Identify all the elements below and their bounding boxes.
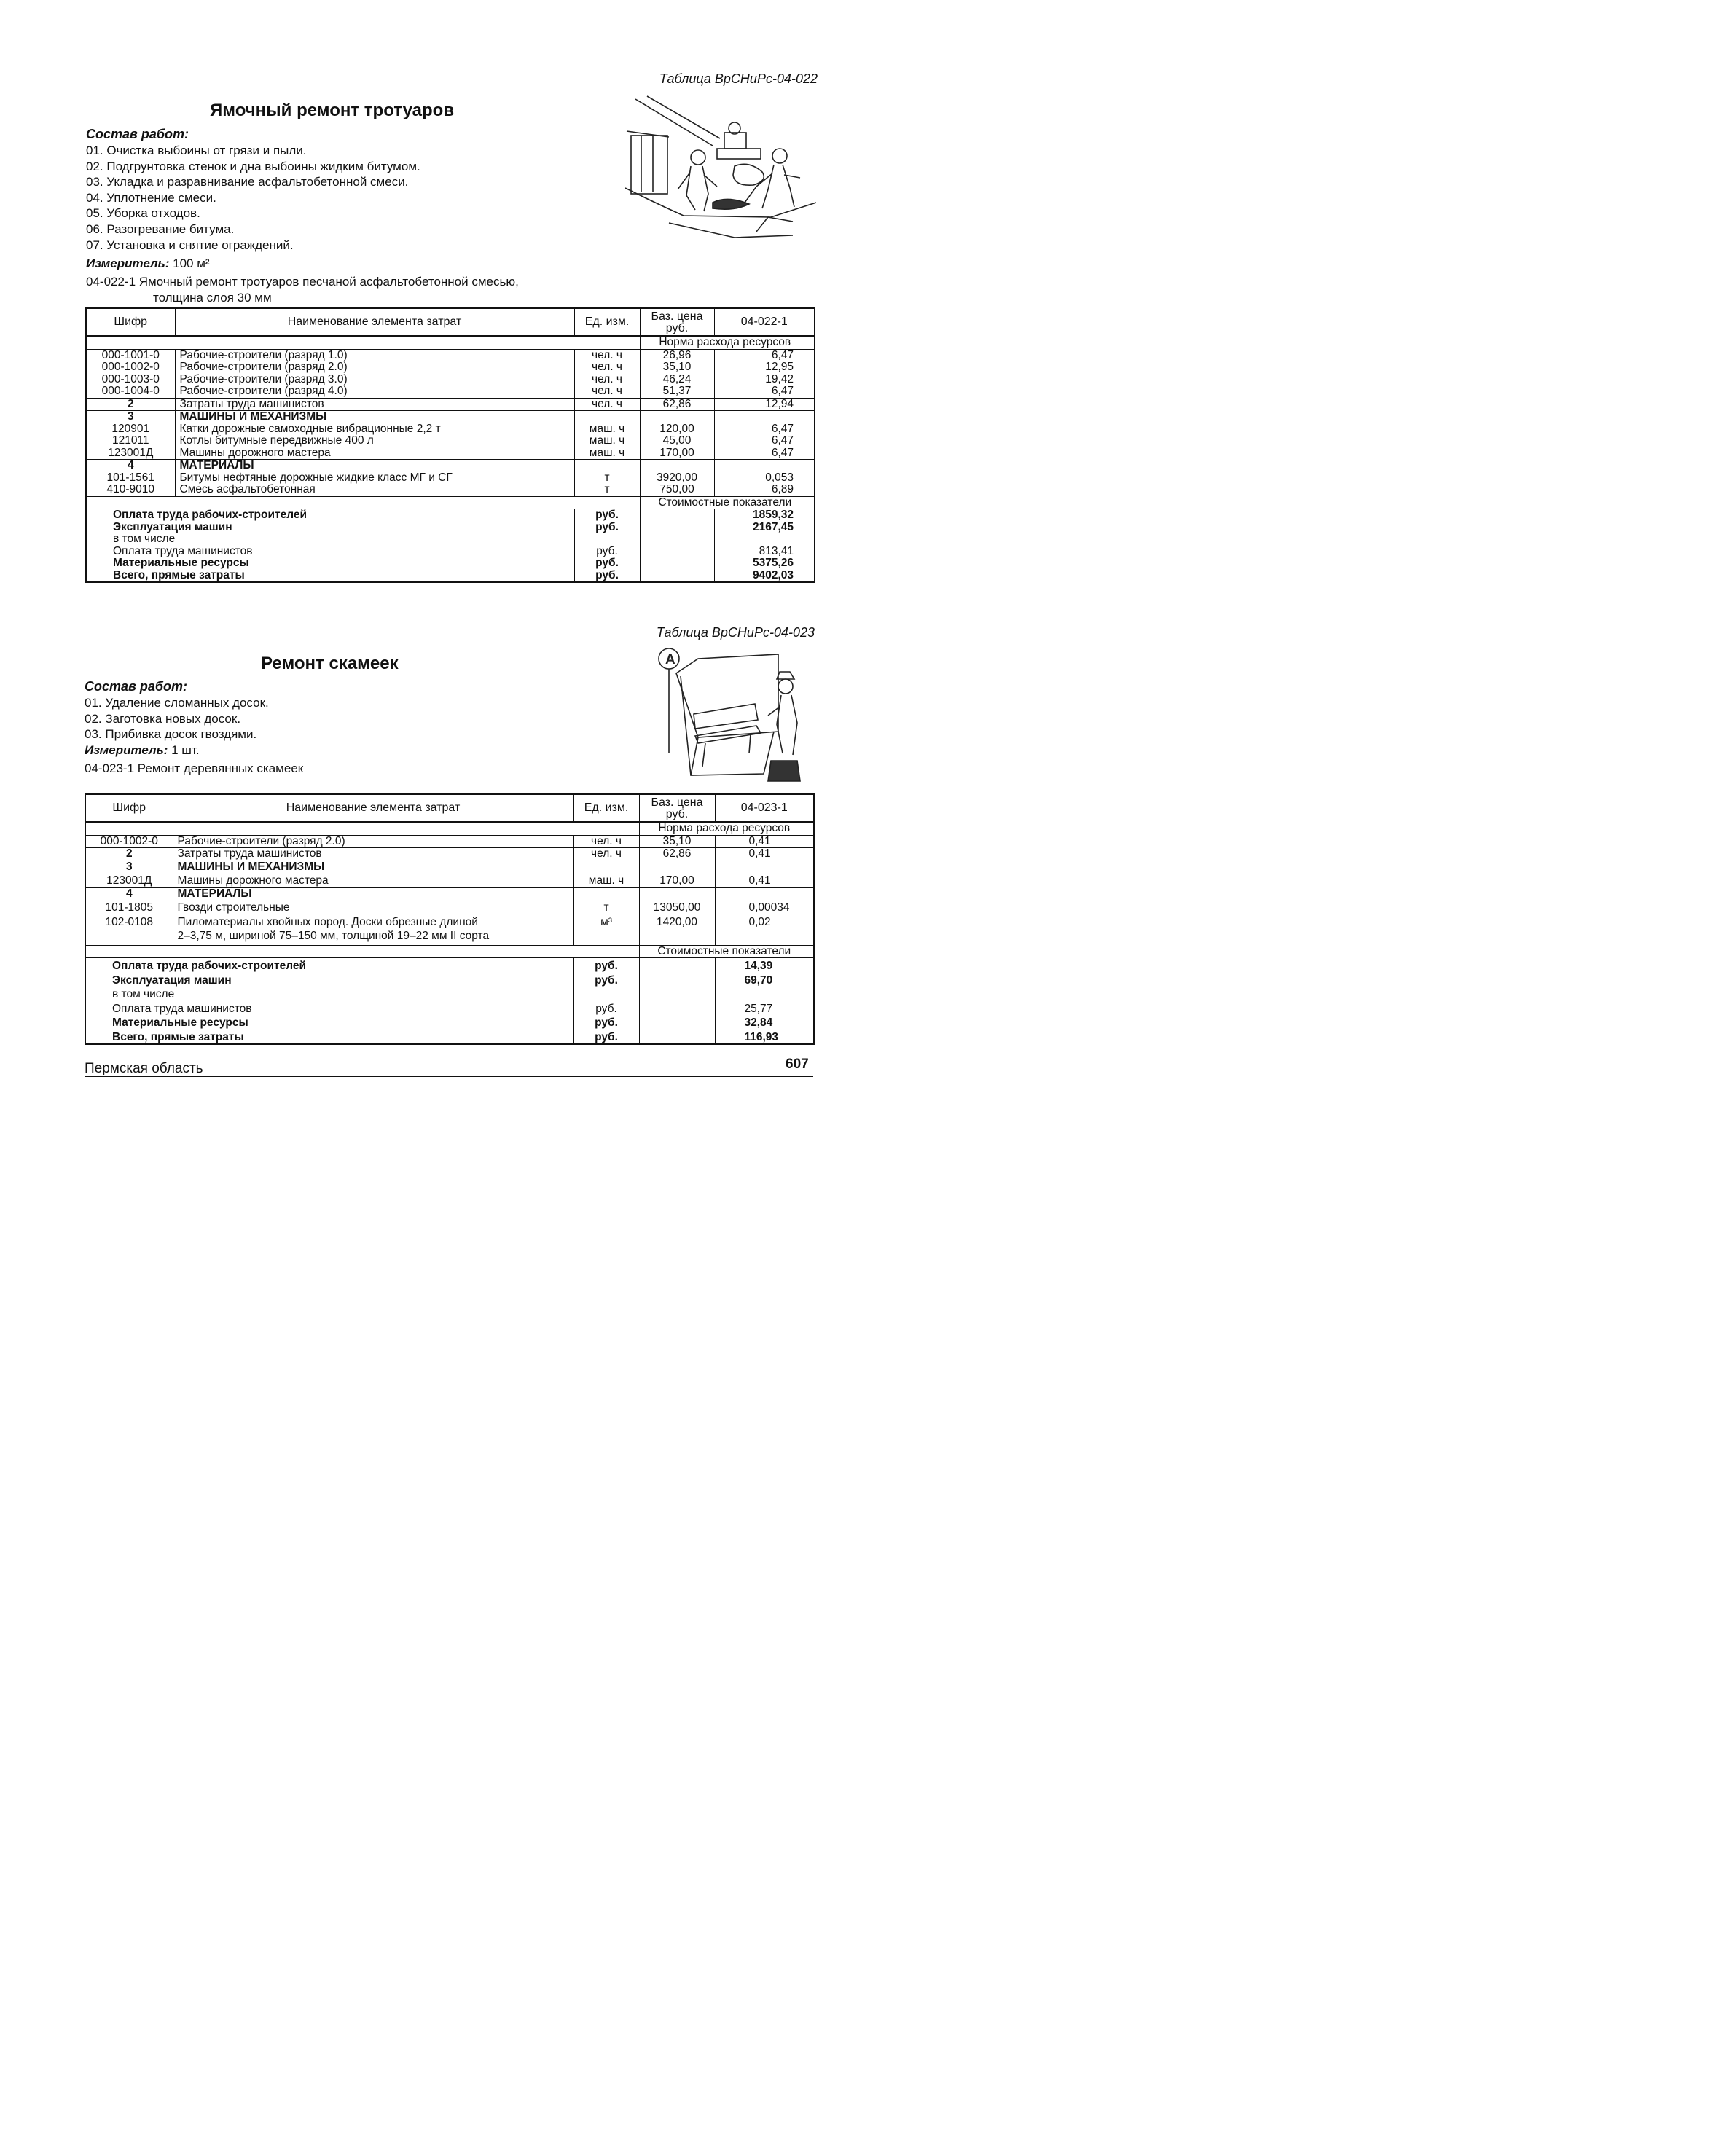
cell-price: 62,86 <box>639 848 715 861</box>
cell-value: 6,89 <box>714 484 815 496</box>
cell-value: 0,053 <box>765 471 794 484</box>
col-code: 04-022-1 <box>714 308 815 336</box>
works-list <box>85 695 269 742</box>
work-item: 02. Заготовка новых досок. <box>85 711 241 726</box>
cell-price: 170,00 <box>640 447 714 460</box>
cell-unit: т <box>573 900 639 914</box>
footer-region: Пермская область <box>85 1061 203 1076</box>
cell-shifr: 4 <box>85 887 173 900</box>
cost-row <box>85 1015 814 1030</box>
table-header <box>86 308 815 336</box>
cell-price: 46,24 <box>640 374 714 386</box>
cell-price: 45,00 <box>640 435 714 447</box>
cell-value: 6,47 <box>714 385 815 398</box>
cell-value: 12,95 <box>765 361 794 373</box>
cost-label: Эксплуатация машин <box>85 973 573 987</box>
section-title: Ремонт скамеек <box>261 654 399 673</box>
cell-name: Гвозди строительные <box>173 900 573 914</box>
works-label: Состав работ: <box>85 679 188 694</box>
cost-row <box>86 533 815 546</box>
cost-label: Оплата труда рабочих-строителей <box>85 958 573 973</box>
table-row <box>85 835 814 848</box>
cell-unit: м³ <box>573 914 639 929</box>
cell-shifr: 3 <box>85 861 173 873</box>
road-repair-illustration <box>625 93 816 243</box>
illustration-letter: A <box>665 652 675 667</box>
cost-unit: руб. <box>574 570 640 583</box>
bench-repair-illustration <box>654 644 816 790</box>
table-row <box>86 361 815 374</box>
work-item: 07. Установка и снятие ограждений. <box>86 238 294 252</box>
table-row <box>85 900 814 914</box>
cost-value: 25,77 <box>744 1002 773 1015</box>
table-ref: Таблица ВрСНиРс-04-023 <box>656 625 815 640</box>
col-price-line2: руб. <box>665 322 689 334</box>
cell-name: МАШИНЫ И МЕХАНИЗМЫ <box>173 861 573 873</box>
cell-shifr: 120901 <box>86 423 175 436</box>
code-line: 04-022-1 Ямочный ремонт тротуаров песчаной асфальтобетонной смесью, <box>86 275 519 289</box>
cell-unit: чел. ч <box>574 398 640 411</box>
cell-name: Битумы нефтяные дорожные жидкие класс МГ и СГ <box>175 472 574 485</box>
table-row <box>85 914 814 929</box>
table-row <box>85 873 814 887</box>
cell-shifr: 000-1004-0 <box>86 385 175 398</box>
cost-row <box>85 1001 814 1016</box>
table-row <box>86 398 815 411</box>
table-row <box>86 423 815 436</box>
cell-shifr: 123001Д <box>86 447 175 460</box>
cost-unit: руб. <box>574 522 640 534</box>
cell-name: Катки дорожные самоходные вибрационные 2,2 т <box>175 423 574 436</box>
resource-table <box>85 307 815 583</box>
work-item: 03. Прибивка досок гвоздями. <box>85 727 257 742</box>
stoim-row <box>85 945 814 958</box>
cell-name: МАТЕРИАЛЫ <box>173 887 573 900</box>
cost-value: 32,84 <box>744 1016 773 1029</box>
table-row <box>85 887 814 900</box>
cell-unit: чел. ч <box>574 374 640 386</box>
norma-row <box>85 822 814 835</box>
cell-shifr: 121011 <box>86 435 175 447</box>
cost-unit: руб. <box>573 1015 639 1030</box>
col-price <box>640 308 714 336</box>
col-name: Наименование элемента затрат <box>175 308 574 336</box>
cost-label: Материальные ресурсы <box>86 557 574 570</box>
cost-value: 5375,26 <box>752 557 794 569</box>
cell-shifr: 000-1002-0 <box>85 835 173 848</box>
cell-name: Рабочие-строители (разряд 2.0) <box>175 361 574 374</box>
cell-shifr: 4 <box>86 460 175 472</box>
cell-name: Рабочие-строители (разряд 3.0) <box>175 374 574 386</box>
col-code: 04-023-1 <box>715 794 814 822</box>
works-label: Состав работ: <box>86 127 189 141</box>
cost-value: 2167,45 <box>752 520 794 533</box>
table-header <box>85 794 814 822</box>
col-shifr: Шифр <box>85 794 173 822</box>
table-row <box>86 385 815 398</box>
cell-name: Машины дорожного мастера <box>175 447 574 460</box>
cell-price: 1420,00 <box>639 914 715 929</box>
cost-row <box>85 1030 814 1045</box>
cell-unit: т <box>574 472 640 485</box>
cell-value: 6,47 <box>771 422 794 435</box>
cell-price: 3920,00 <box>640 472 714 485</box>
cost-unit: руб. <box>573 1030 639 1045</box>
cell-price: 51,37 <box>640 385 714 398</box>
cell-value: 6,47 <box>771 348 794 361</box>
work-item: 04. Уплотнение смеси. <box>86 190 216 205</box>
table-row <box>86 349 815 361</box>
cost-unit: руб. <box>573 1001 639 1016</box>
cell-value: 0,41 <box>715 873 814 887</box>
cell-name: Смесь асфальтобетонная <box>175 484 574 496</box>
cost-label: Оплата труда машинистов <box>86 546 574 558</box>
work-item: 03. Укладка и разравнивание асфальтобетонной смеси. <box>86 175 409 189</box>
cell-name: Рабочие-строители (разряд 2.0) <box>173 835 573 848</box>
meter-value: 100 м² <box>173 256 210 270</box>
cost-row <box>86 557 815 570</box>
cell-shifr: 410-9010 <box>86 484 175 496</box>
cell-unit: маш. ч <box>573 873 639 887</box>
meter-line <box>85 743 200 758</box>
cell-shifr <box>85 928 173 945</box>
cell-price: 35,10 <box>639 835 715 848</box>
cell-shifr: 000-1002-0 <box>86 361 175 374</box>
cell-value: 19,42 <box>765 372 794 385</box>
work-item: 01. Очистка выбоины от грязи и пыли. <box>86 144 307 157</box>
table-row <box>86 435 815 447</box>
cell-unit: чел. ч <box>574 385 640 398</box>
meter-line <box>86 256 210 271</box>
col-price-line2: руб. <box>665 808 689 820</box>
cost-label: Оплата труда машинистов <box>85 1001 573 1016</box>
cell-unit: маш. ч <box>574 435 640 447</box>
cell-shifr: 3 <box>86 411 175 423</box>
cost-value: 9402,03 <box>752 568 794 581</box>
table-row <box>86 460 815 472</box>
cell-value: 0,41 <box>715 848 814 861</box>
cost-value: 1859,32 <box>752 509 794 521</box>
cell-value: 0,00034 <box>748 901 790 914</box>
col-name: Наименование элемента затрат <box>173 794 573 822</box>
cell-unit: чел. ч <box>573 835 639 848</box>
table-row <box>85 861 814 873</box>
cost-label: Материальные ресурсы <box>85 1015 573 1030</box>
works-list <box>86 143 420 253</box>
cost-unit: руб. <box>574 557 640 570</box>
cell-value: 6,47 <box>714 447 815 460</box>
cost-row <box>85 958 814 973</box>
meter-value: 1 шт. <box>171 743 200 757</box>
table-row <box>86 484 815 496</box>
table-row <box>86 374 815 386</box>
resource-table <box>85 793 815 1045</box>
cost-row <box>86 570 815 583</box>
col-price-line1: Баз. цена <box>651 796 703 809</box>
code-line: 04-023-1 Ремонт деревянных скамеек <box>85 761 304 775</box>
cell-unit: маш. ч <box>574 447 640 460</box>
cost-row <box>85 973 814 987</box>
norma-label: Норма расхода ресурсов <box>639 822 814 835</box>
norma-label: Норма расхода ресурсов <box>640 336 815 349</box>
cell-unit: чел. ч <box>573 848 639 861</box>
work-item: 01. Удаление сломанных досок. <box>85 696 269 710</box>
col-unit: Ед. изм. <box>573 794 639 822</box>
page-number: 607 <box>786 1057 809 1072</box>
cell-value: 12,94 <box>714 398 815 411</box>
cell-unit: т <box>574 484 640 496</box>
cost-unit: руб. <box>574 546 640 558</box>
cost-value: 116,93 <box>744 1030 779 1043</box>
table-row <box>86 411 815 423</box>
cell-name: Машины дорожного мастера <box>173 873 573 887</box>
cell-value: 6,47 <box>771 434 794 447</box>
cell-name: Затраты труда машинистов <box>175 398 574 411</box>
stoim-row <box>86 496 815 509</box>
code-line-cont: толщина слоя 30 мм <box>153 291 272 305</box>
cost-label: в том числе <box>86 533 574 546</box>
stoim-label: Стоимостные показатели <box>640 496 815 509</box>
norma-row <box>86 336 815 349</box>
table-row <box>86 472 815 485</box>
cost-label: Всего, прямые затраты <box>86 570 574 583</box>
section-title: Ямочный ремонт тротуаров <box>210 101 455 120</box>
cell-shifr: 123001Д <box>85 873 173 887</box>
cost-label: Эксплуатация машин <box>86 522 574 534</box>
col-shifr: Шифр <box>86 308 175 336</box>
cell-price: 35,10 <box>640 361 714 374</box>
cell-shifr: 2 <box>86 398 175 411</box>
cost-label: Оплата труда рабочих-строителей <box>86 509 574 522</box>
cost-unit: руб. <box>573 958 639 973</box>
cost-row <box>85 987 814 1001</box>
cell-name: Котлы битумные передвижные 400 л <box>175 435 574 447</box>
cell-name: Рабочие-строители (разряд 4.0) <box>175 385 574 398</box>
cell-price: 26,96 <box>640 349 714 361</box>
cell-name: Пиломатериалы хвойных пород. Доски обрезные длиной <box>173 914 573 929</box>
meter-label: Измеритель: <box>85 743 168 757</box>
cell-shifr: 102-0108 <box>85 914 173 929</box>
cost-unit: руб. <box>574 509 640 522</box>
col-price-line1: Баз. цена <box>651 310 703 323</box>
cost-row <box>86 509 815 522</box>
cell-unit: чел. ч <box>574 361 640 374</box>
work-item: 05. Уборка отходов. <box>86 206 200 221</box>
cell-value: 0,41 <box>715 835 814 848</box>
cell-shifr: 101-1561 <box>86 472 175 485</box>
cell-name: Затраты труда машинистов <box>173 848 573 861</box>
cell-name: 2–3,75 м, шириной 75–150 мм, толщиной 19–22 мм II сорта <box>173 928 573 945</box>
cell-name: Рабочие-строители (разряд 1.0) <box>175 349 574 361</box>
cell-value: 0,02 <box>748 915 771 928</box>
work-item: 06. Разогревание битума. <box>86 222 235 236</box>
cell-name: МАШИНЫ И МЕХАНИЗМЫ <box>175 411 574 423</box>
table-row <box>85 928 814 945</box>
cost-unit: руб. <box>573 973 639 987</box>
cell-price: 120,00 <box>640 423 714 436</box>
cost-value: 14,39 <box>744 960 773 972</box>
stoim-label: Стоимостные показатели <box>639 945 814 958</box>
cell-shifr: 000-1001-0 <box>86 349 175 361</box>
table-row <box>85 848 814 861</box>
col-unit: Ед. изм. <box>574 308 640 336</box>
cell-shifr: 101-1805 <box>85 900 173 914</box>
cell-price: 13050,00 <box>639 900 715 914</box>
work-item: 02. Подгрунтовка стенок и дна выбоины жидким битумом. <box>86 159 420 173</box>
cell-shifr: 2 <box>85 848 173 861</box>
cell-shifr: 000-1003-0 <box>86 374 175 386</box>
cost-value: 813,41 <box>759 544 794 557</box>
cell-unit: чел. ч <box>574 349 640 361</box>
cell-price: 750,00 <box>640 484 714 496</box>
cell-unit: маш. ч <box>574 423 640 436</box>
table-ref: Таблица ВрСНиРс-04-022 <box>659 71 818 86</box>
cost-value: 69,70 <box>744 973 773 987</box>
meter-label: Измеритель: <box>86 256 170 270</box>
cost-label: Всего, прямые затраты <box>85 1030 573 1045</box>
cost-row <box>86 522 815 534</box>
col-price <box>639 794 715 822</box>
cost-label: в том числе <box>85 987 573 1001</box>
cell-name: МАТЕРИАЛЫ <box>175 460 574 472</box>
cell-price: 170,00 <box>639 873 715 887</box>
cost-row <box>86 546 815 558</box>
cell-price: 62,86 <box>640 398 714 411</box>
table-row <box>86 447 815 460</box>
